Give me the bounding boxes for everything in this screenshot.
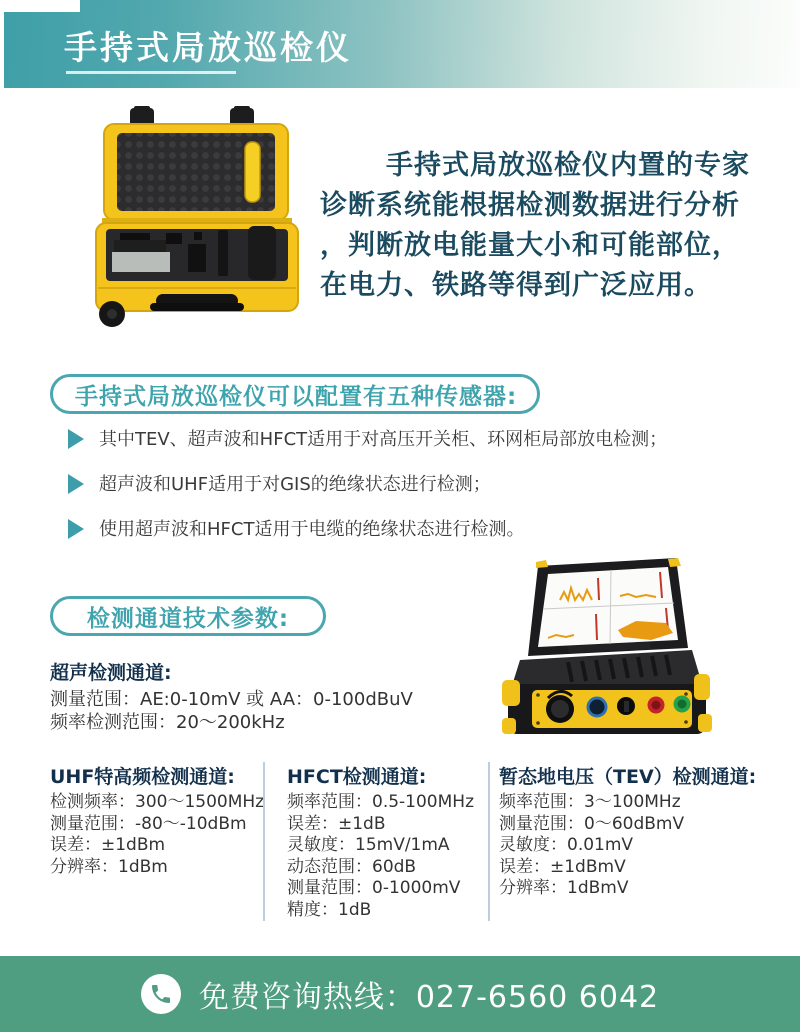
sensors-section-heading [50, 374, 540, 414]
column-title: HFCT检测通道: [287, 766, 427, 788]
spec-line: 分辨率：1dBm [50, 856, 168, 877]
intro-line: 手持式局放巡检仪内置的专家 [386, 150, 750, 181]
spec-line: 动态范围：60dB [287, 856, 417, 877]
spec-line: 分辨率：1dBmV [499, 878, 629, 898]
phone-handset-icon [149, 982, 173, 1006]
tev-column [488, 762, 766, 921]
spec-line: 误差：±1dBm [50, 835, 166, 855]
ultrasonic-channel-block [50, 658, 490, 734]
params-heading-label: 检测通道技术参数: [86, 605, 290, 632]
page-title: 手持式局放巡检仪 [64, 28, 352, 67]
title-underline [66, 71, 236, 74]
triangle-bullet-icon [68, 474, 84, 494]
column-title: UHF特高频检测通道: [50, 766, 235, 788]
hotline-footer [0, 956, 800, 1032]
uhf-column [50, 762, 263, 921]
spec-line: 灵敏度：0.01mV [499, 835, 634, 855]
banner-corner-notch [0, 0, 80, 12]
spec-line: 灵敏度：15mV/1mA [287, 835, 450, 855]
triangle-bullet-icon [68, 519, 84, 539]
list-item [68, 427, 778, 453]
spec-line: 测量范围：AE:0-10mV 或 AA：0-100dBuV [50, 689, 413, 710]
intro-line: 在电力、铁路等得到广泛应用。 [320, 270, 712, 301]
hotline-text: 免费咨询热线：027-6560 6042 [198, 980, 660, 1015]
phone-badge [141, 974, 181, 1014]
spec-line: 检测频率：300～1500MHz [50, 792, 265, 812]
bullet-text: 超声波和UHF适用于对GIS的绝缘状态进行检测； [99, 474, 491, 495]
triangle-bullet-icon [68, 429, 84, 449]
spec-line: 频率范围：0.5-100MHz [287, 792, 474, 812]
hfct-column [263, 762, 488, 921]
params-section-heading [50, 596, 326, 636]
list-item [68, 472, 778, 498]
spec-columns [50, 762, 766, 921]
spec-line: 误差：±1dBmV [499, 856, 626, 877]
equipment-case-image [90, 106, 305, 346]
sensors-heading-label: 手持式局放巡检仪可以配置有五种传感器: [75, 383, 518, 410]
intro-paragraph [320, 146, 792, 306]
spec-line: 频率范围：3～100MHz [499, 792, 681, 812]
spec-line: 测量范围：0-1000mV [287, 878, 461, 898]
spec-line: 频率检测范围：20～200kHz [50, 712, 285, 733]
list-item [68, 517, 778, 543]
column-title: 暂态地电压（TEV）检测通道: [499, 766, 757, 788]
intro-line: 诊断系统能根据检测数据进行分析 [320, 190, 740, 221]
bullet-text: 其中TEV、超声波和HFCT适用于对高压开关柜、环网柜局部放电检测； [99, 429, 668, 450]
spec-line: 测量范围：-80～-10dBm [50, 813, 247, 834]
sensor-bullet-list [68, 427, 778, 562]
detector-device-image [498, 556, 716, 742]
ultrasonic-title: 超声检测通道: [50, 662, 172, 684]
bullet-text: 使用超声波和HFCT适用于电缆的绝缘状态进行检测。 [99, 519, 525, 540]
spec-line: 误差：±1dB [287, 813, 386, 834]
spec-line: 测量范围：0～60dBmV [499, 813, 685, 834]
spec-line: 精度：1dB [287, 899, 372, 920]
intro-line: ，判断放电能量大小和可能部位， [320, 230, 740, 261]
